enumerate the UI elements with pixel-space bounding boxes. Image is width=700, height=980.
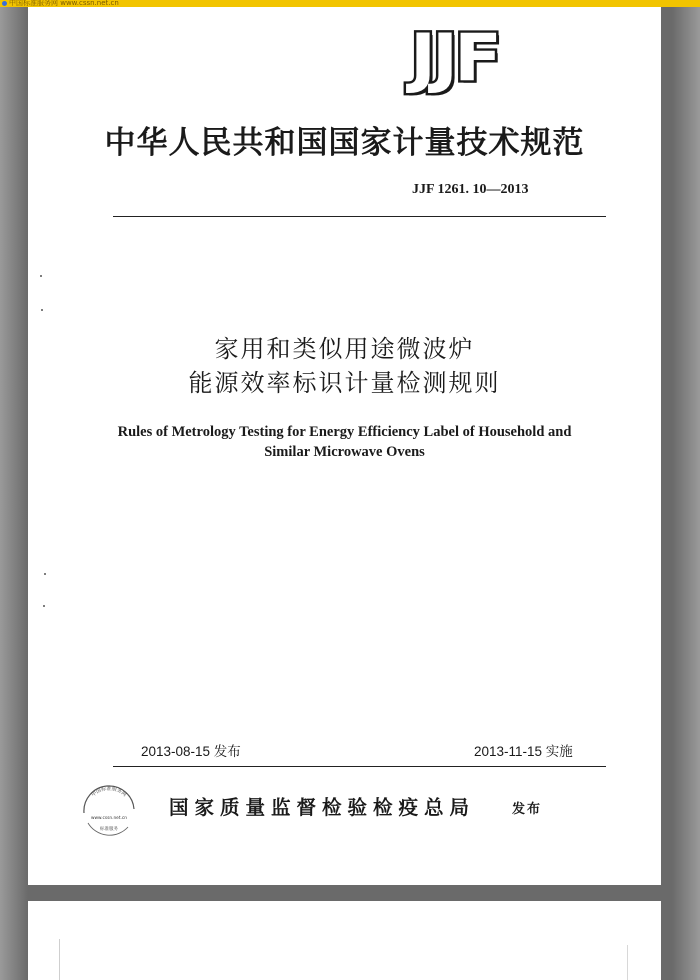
- jjf-logo: JJF: [410, 19, 498, 96]
- seal-top-text: 中国标准服务网: [90, 786, 128, 799]
- scan-speck: [44, 573, 46, 575]
- seal-bottom-text: 标准服务: [100, 827, 118, 832]
- implement-date: 2013-11-15 实施: [474, 744, 573, 759]
- header-title: 中华人民共和国国家计量技术规范: [104, 125, 585, 161]
- page-margin-line: [627, 945, 628, 980]
- scan-speck: [43, 605, 45, 607]
- title-en-line2: Similar Microwave Ovens: [264, 444, 425, 460]
- footer-divider: [113, 766, 606, 767]
- standard-number: JJF 1261. 10—2013: [412, 182, 529, 197]
- title-en-line1: Rules of Metrology Testing for Energy Efficiency Label of Household and: [117, 424, 572, 440]
- scan-speck: [40, 275, 42, 277]
- title-zh-line1: 家用和类似用途微波炉: [214, 335, 475, 363]
- header-divider: [113, 216, 606, 217]
- svg-text:中国标准服务网: [90, 785, 128, 798]
- document-page: [28, 7, 661, 885]
- page-margin-line: [59, 939, 60, 980]
- next-page-preview: [28, 901, 661, 980]
- publisher-suffix: 发布: [512, 802, 543, 817]
- banner-text: 中国标准服务网 www.cssn.net.cn: [9, 0, 119, 7]
- publisher-name: 国家质量监督检验检疫总局: [169, 796, 476, 819]
- scan-speck: [41, 309, 43, 311]
- issue-date: 2013-08-15 发布: [141, 744, 241, 759]
- seal-stamp-graphic: [78, 779, 140, 841]
- seal-stamp: [78, 779, 140, 841]
- globe-icon: [2, 1, 7, 6]
- top-banner: [0, 0, 700, 7]
- title-zh-line2: 能源效率标识计量检测规则: [188, 369, 501, 397]
- seal-middle-text: www.cssn.net.cn: [91, 816, 127, 821]
